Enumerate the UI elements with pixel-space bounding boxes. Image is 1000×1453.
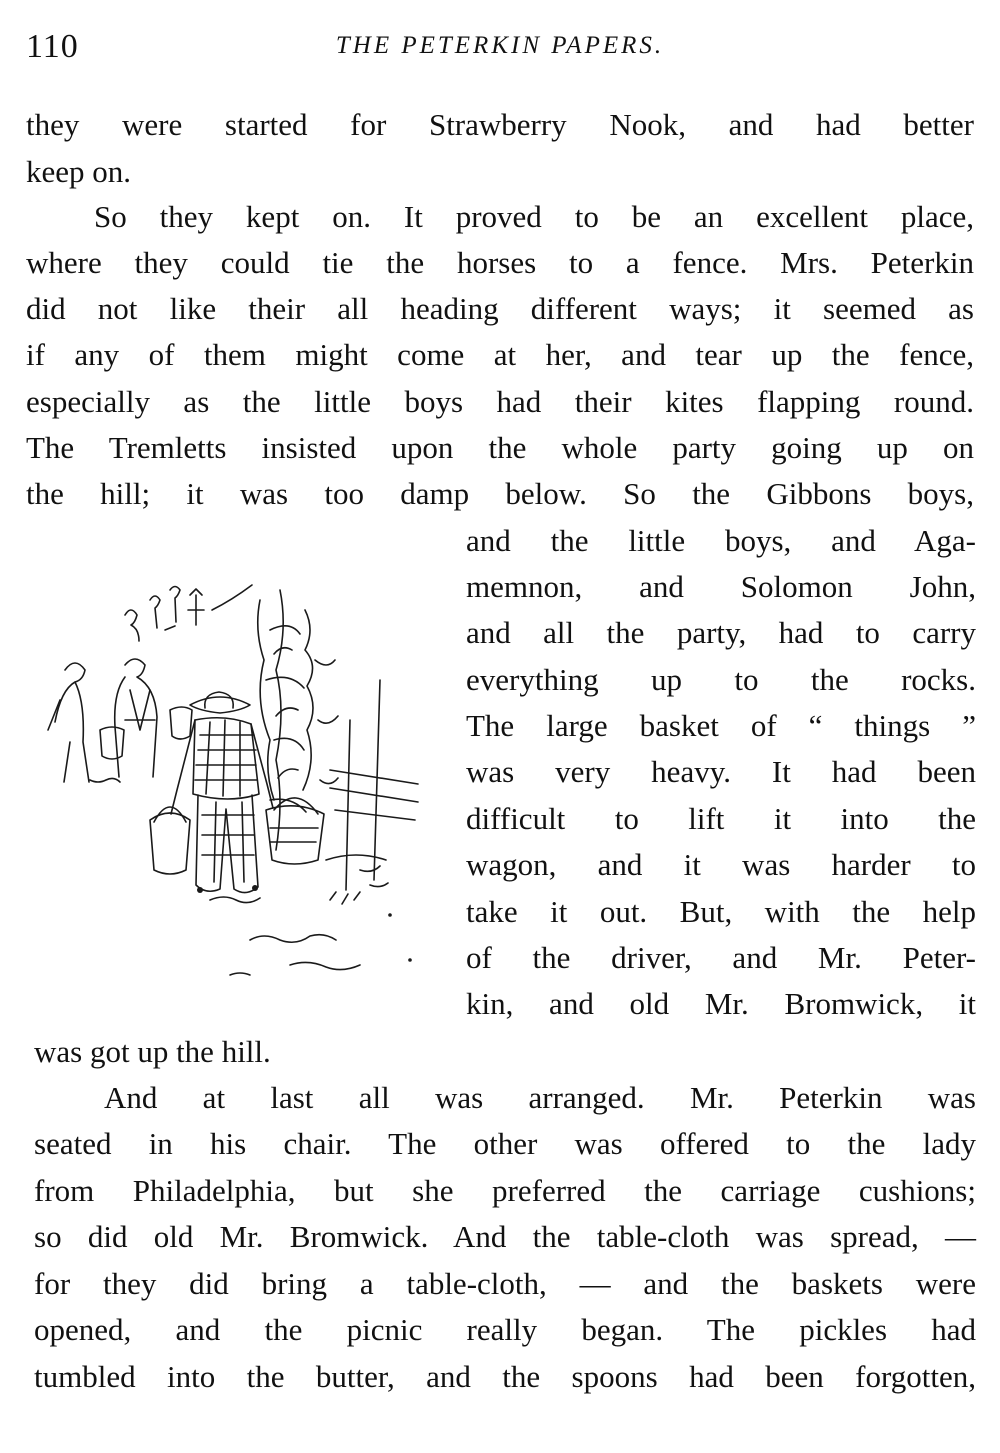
page-number: 110 (26, 28, 79, 65)
text-line: memnon, and Solomon John, (466, 569, 976, 604)
text-line: and the little boys, and Aga- (466, 523, 976, 558)
text-line: The large basket of “ things ” (466, 708, 976, 743)
text-line: from Philadelphia, but she preferred the carriage cushions; (34, 1173, 976, 1208)
page-header (26, 26, 974, 76)
text-line: was got up the hill. (34, 1034, 271, 1069)
paragraph-first-line: So they kept on. It proved to be an excellent place, (94, 199, 974, 234)
text-line: keep on. (26, 154, 132, 189)
illustration-drawing (30, 570, 430, 990)
text-line: everything up to the rocks. (466, 662, 976, 697)
running-title: THE PETERKIN PAPERS. (335, 32, 665, 59)
text-line: The Tremletts insisted upon the whole party going up on (26, 430, 974, 465)
text-line: so did old Mr. Bromwick. And the table-cloth was spread, — (34, 1219, 976, 1254)
text-line: the hill; it was too damp below. So the Gibbons boys, (26, 476, 974, 511)
paragraph-first-line: And at last all was arranged. Mr. Peterkin was (104, 1080, 976, 1115)
text-line: and all the party, had to carry (466, 615, 976, 650)
text-line: they were started for Strawberry Nook, and had better (26, 107, 974, 142)
text-line: if any of them might come at her, and tear up the fence, (26, 337, 974, 372)
text-line: for they did bring a table-cloth, — and the baskets were (34, 1266, 976, 1301)
text-line: kin, and old Mr. Bromwick, it (466, 986, 976, 1021)
text-line: wagon, and it was harder to (466, 847, 976, 882)
text-line: take it out. But, with the help (466, 894, 976, 929)
text-line: did not like their all heading different ways; it seemed as (26, 291, 974, 326)
picnic-party-carrying-baskets-illustration (30, 570, 430, 990)
text-line: especially as the little boys had their kites flapping round. (26, 384, 974, 419)
text-line: tumbled into the butter, and the spoons had been forgotten, (34, 1359, 976, 1394)
text-line: of the driver, and Mr. Peter- (466, 940, 976, 975)
text-line: was very heavy. It had been (466, 754, 976, 789)
text-line: seated in his chair. The other was offered to the lady (34, 1126, 976, 1161)
text-line: opened, and the picnic really began. The pickles had (34, 1312, 976, 1347)
text-line: where they could tie the horses to a fence. Mrs. Peterkin (26, 245, 974, 280)
text-line: difficult to lift it into the (466, 801, 976, 836)
